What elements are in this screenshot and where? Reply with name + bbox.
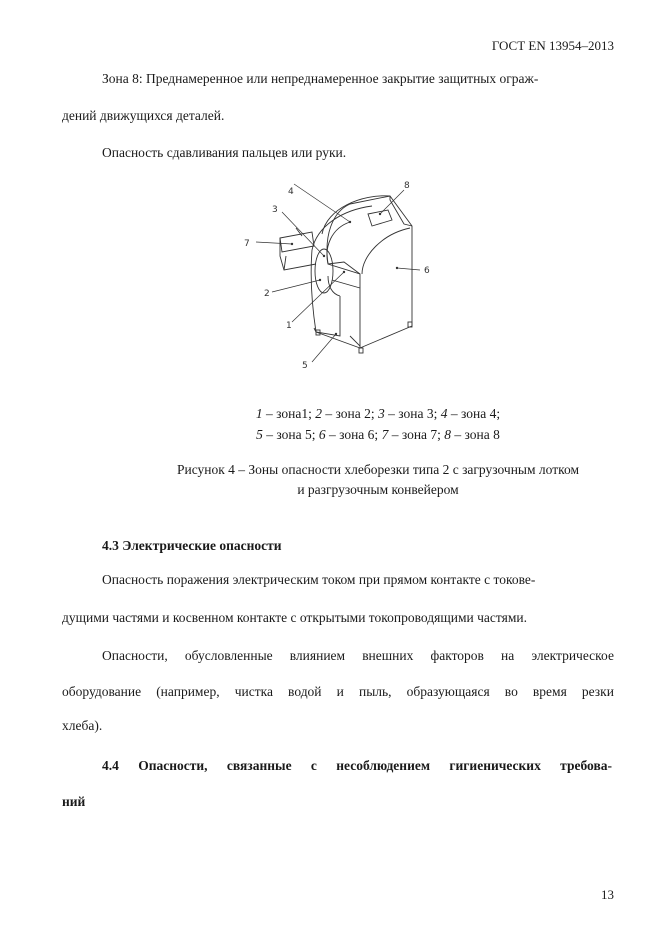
page-number: 13: [601, 887, 614, 902]
fig-label-6: 6: [424, 266, 430, 276]
fig-label-1: 1: [286, 321, 292, 331]
fig-label-7: 7: [244, 239, 250, 249]
fig-label-5: 5: [302, 361, 308, 371]
cabinet-outline: [350, 196, 412, 348]
paragraph-crush-hazard: Опасность сдавливания пальцев или руки.: [102, 145, 347, 160]
figure-caption-line2: и разгрузочным конвейером: [297, 482, 459, 497]
paragraph-electric-shock-line2: дущими частями и косвенном контакте с открытыми токопроводящими частями.: [62, 610, 527, 625]
section-heading-4-3: 4.3 Электрические опасности: [102, 538, 282, 553]
paragraph-external-factors-line2: оборудование (например, чистка водой и пыль, образующаяся во время резки: [62, 684, 614, 699]
fig-label-2: 2: [264, 289, 270, 299]
bread-slicer-figure: [232, 176, 442, 376]
figure-legend-line2: 5 – зона 5; 6 – зона 6; 7 – зона 7; 8 – зона 8: [256, 427, 500, 442]
section-heading-4-4-line2: ний: [62, 794, 86, 809]
section-heading-4-4: 4.4 Опасности, связанные с несоблюдением гигиенических требова-: [102, 758, 612, 773]
fig-label-8: 8: [404, 181, 410, 191]
document-header: ГОСТ EN 13954–2013: [491, 38, 614, 53]
figure-caption-line1: Рисунок 4 – Зоны опасности хлеборезки типа 2 с загрузочным лотком: [176, 462, 580, 477]
figure-legend-line1: 1 – зона1; 2 – зона 2; 3 – зона 3; 4 – зона 4;: [255, 406, 501, 421]
paragraph-electric-shock-line1: Опасность поражения электрическим током при прямом контакте с токове-: [102, 572, 536, 587]
paragraph-external-factors-line1: Опасности, обусловленные влиянием внешних факторов на электрическое: [102, 648, 614, 663]
paragraph-zone8-line2: дений движущихся деталей.: [62, 108, 225, 123]
fig-label-3: 3: [272, 205, 278, 215]
paragraph-external-factors-line3: хлеба).: [62, 718, 103, 733]
paragraph-zone8-line1: Зона 8: Преднамеренное или непреднамеренное закрытие защитных ограж-: [102, 71, 539, 86]
fig-label-4: 4: [288, 187, 294, 197]
